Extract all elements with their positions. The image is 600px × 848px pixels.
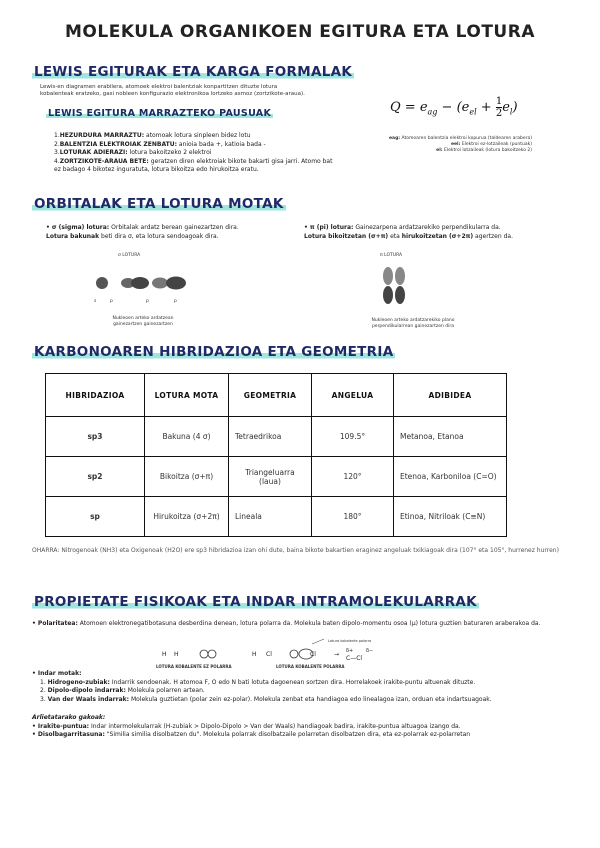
step-bold: BALENTZIA ELEKTROIAK ZENBATU: <box>59 140 177 148</box>
hybridization-table <box>45 373 507 537</box>
table-cell: 109.5° <box>312 417 394 457</box>
s-orbital <box>96 277 108 289</box>
polarity-description: • Polaritatea: Atomoen elektronegatibotasuna desberdina denean, lotura polarra da. Molekula baten dipolo-momentu osoa (μ) lotura guztien baturaren araberakoa da. <box>32 620 541 627</box>
pi-lobe <box>383 286 393 304</box>
fig-label-nonpolar: LOTURA KOBALENTE EZ POLARRA <box>156 664 232 669</box>
svg-text:→: → <box>334 651 340 658</box>
table-cell: Triangeluarra (laua) <box>229 457 312 497</box>
step-bold: HEZURDURA MARRAZTU: <box>59 132 145 139</box>
table-cell: Hirukoitza (σ+2π) <box>145 497 229 537</box>
svg-text:H: H <box>174 651 179 658</box>
table-row <box>46 417 507 457</box>
column-header: HIBRIDAZIOA <box>46 374 145 417</box>
effects-list <box>32 714 568 740</box>
orbital-letter: p <box>146 299 149 304</box>
table-row <box>46 497 507 537</box>
pi-orbital-figure <box>370 262 420 310</box>
pi-lobe <box>395 286 405 304</box>
effect-item: • Disolbagarritasuna: "Similia similia disolbatzen du". Molekula polarrak disolbatzaile polarretan disolbatzen dira, eta ez-polarrak ez-polarretan <box>32 731 471 738</box>
legend-item: eag: Atomoaren balentzia elektroi kopurua (taldearen arabera) <box>388 136 532 141</box>
step-num: 1. <box>54 132 60 139</box>
force-item: 3. Van der Waals indarrak: Molekula guztietan (polar zein ez-polar). Molekula zenbat eta handiagoa edo linealagoa izan, orduan eta indartsuagoak. <box>40 695 492 703</box>
lewis-step <box>54 132 334 141</box>
page-title: MOLEKULA ORGANIKOEN EGITURA ETA LOTURA <box>65 22 535 42</box>
table-cell: Bakuna (4 σ) <box>145 417 229 457</box>
pi-fig-label: π LOTURA <box>380 253 403 258</box>
force-item: 1. Hidrogeno-zubiak: Indarrik sendoenak. H atomoa F, O edo N bati lotuta dagoenean sortzen dira. Horrelakoek irakite-puntu altuenak dituzte. <box>40 678 476 686</box>
column-header: ANGELUA <box>312 374 394 417</box>
sigma-orbital-figure <box>88 266 208 306</box>
table-cell: 180° <box>312 497 394 537</box>
force-item: 2. Dipolo-dipolo indarrak: Molekula polarren artean. <box>40 687 205 694</box>
pi-lobe <box>395 267 405 285</box>
fig-label-polar: LOTURA KOBALENTE POLARRA <box>276 664 345 669</box>
step-text: anioia bada +, katioia bada - <box>177 140 266 148</box>
svg-text:δ+: δ+ <box>346 648 354 654</box>
forces-list <box>32 670 568 704</box>
sigma-bold: • σ (sigma) lotura: <box>46 224 110 231</box>
svg-text:H: H <box>252 651 257 658</box>
orbitals-heading: ORBITALAK ETA LOTURA MOTAK <box>34 196 284 212</box>
svg-text:Cl: Cl <box>310 651 316 658</box>
lewis-step <box>54 141 334 150</box>
pi-bold: • π (pi) lotura: <box>304 224 354 231</box>
legend-item: eel: Elektroi ez-lotzaileak (puntuak) <box>450 142 532 147</box>
physical-heading: PROPIETATE FISIKOAK ETA INDAR INTRAMOLEKULARRAK <box>34 594 477 610</box>
table-cell: Tetraedrikoa <box>229 417 312 457</box>
sigma-description: • σ (sigma) lotura: Orbitalak ardatz berean gainezartzen dira. Lotura bakunak beti dira σ, eta lotura sendoagoak dira. <box>46 224 239 240</box>
pi-lobe <box>383 267 393 285</box>
lewis-intro: Lewis-en diagramen erabilera, atomoek elektroi balentziak konpartitzen dituzte lotura kobalenteak eratzeko, gasi nobleen konfigurazio elektronikoa lortzeko asmoz (zortzikote-araua). <box>40 84 305 97</box>
column-header: LOTURA MOTA <box>145 374 229 417</box>
lewis-subheading: LEWIS EGITURA MARRAZTEKO PAUSUAK <box>48 108 272 119</box>
table-cell: Etenoa, Karboniloa (C=O) <box>394 457 507 497</box>
svg-text:C—Cl: C—Cl <box>346 655 363 662</box>
lewis-heading: LEWIS EGITURAK ETA KARGA FORMALAK <box>34 64 353 80</box>
p-lobe <box>152 278 168 289</box>
polarity-bold: • Polaritatea: <box>32 620 78 627</box>
svg-text:H: H <box>162 651 167 658</box>
sigma-caption: Nukleoen arteko ardatzean gainezartzen gainezartzen <box>112 316 174 327</box>
lewis-step <box>54 158 334 175</box>
formal-charge-formula: $Q = e_{ag} - (e_{el} + 1$ $2e_l$) <box>390 96 518 119</box>
p-lobe <box>131 277 149 289</box>
step-num: 2. <box>54 140 60 148</box>
column-header: ADIBIDEA <box>394 374 507 417</box>
step-num: 3. <box>54 149 60 156</box>
table-cell: sp2 <box>46 457 145 497</box>
svg-text:Cl: Cl <box>266 651 272 658</box>
effect-item: • Irakite-puntua: Indar intermolekularrak (H-zubiak > Dipolo-Dipolo > Van der Waals) handiagoak badira, irakite-puntua altuagoa izango da. <box>32 722 461 730</box>
lewis-step <box>54 149 334 158</box>
table-cell: Lineala <box>229 497 312 537</box>
table-row <box>46 457 507 497</box>
formula-legend <box>372 136 532 154</box>
effects-title: Arlietatarako gakoak: <box>32 714 106 721</box>
polarity-annotation: Lotura kobalente polarra <box>328 639 372 643</box>
step-bold: LOTURAK ADIERAZI: <box>59 149 128 156</box>
pi-description: • π (pi) lotura: Gainezarpena ardatzarekiko perpendikularra da. Lotura bikoitzetan (σ+π) eta hirukoitzetan (σ+2π) agertzen da. <box>304 224 513 240</box>
step-text: geratzen diren elektroiak bikote bakarti gisa jarri. Atomo bat ez badago 4 bikotez inguratuta, lotura bikoitza edo hirukoitza eratu. <box>54 157 333 173</box>
lewis-steps <box>54 132 334 175</box>
hybrid-heading: KARBONOAREN HIBRIDAZIOA ETA GEOMETRIA <box>34 344 394 360</box>
orbital-letter: p <box>174 299 177 304</box>
table-cell: Etinoa, Nitriloak (C≡N) <box>394 497 507 537</box>
legend-item: el: Elektroi lotzaileak (lotura bakoitzeko 2) <box>436 148 532 153</box>
sigma-bold-2: Lotura bakunak <box>46 232 100 240</box>
column-header: GEOMETRIA <box>229 374 312 417</box>
sigma-fig-label: σ LOTURA <box>118 253 141 258</box>
step-num: 4. <box>54 157 60 165</box>
table-cell: Bikoitza (σ+π) <box>145 457 229 497</box>
table-cell: sp <box>46 497 145 537</box>
orbital-letter: p <box>110 299 113 304</box>
table-cell: sp3 <box>46 417 145 457</box>
table-cell: 120° <box>312 457 394 497</box>
hybrid-note: OHARRA: Nitrogenoak (NH3) eta Oxigenoak (H2O) ere sp3 hibridazioa izan ohi dute, baina bikote bakartien eraginez angeluak txikiagoak dira (107° eta 105°, hurrenez hurren) <box>32 547 559 554</box>
p-lobe <box>166 277 186 290</box>
step-text: atomoak lotura sinpleen bidez lotu <box>144 132 251 139</box>
step-bold: ZORTZIKOTE-ARAUA BETE: <box>59 157 149 165</box>
svg-text:δ−: δ− <box>366 648 374 654</box>
forces-title: • Indar motak: <box>32 670 82 677</box>
table-header-row <box>46 374 507 417</box>
step-text: lotura bakoitzeko 2 elektroi <box>127 149 212 156</box>
pi-caption: Nukleoen arteko ardatzarekiko plano perpendikularrean gainezartzen dira <box>371 318 455 329</box>
orbital-letter: s <box>94 299 97 304</box>
table-cell: Metanoa, Etanoa <box>394 417 507 457</box>
